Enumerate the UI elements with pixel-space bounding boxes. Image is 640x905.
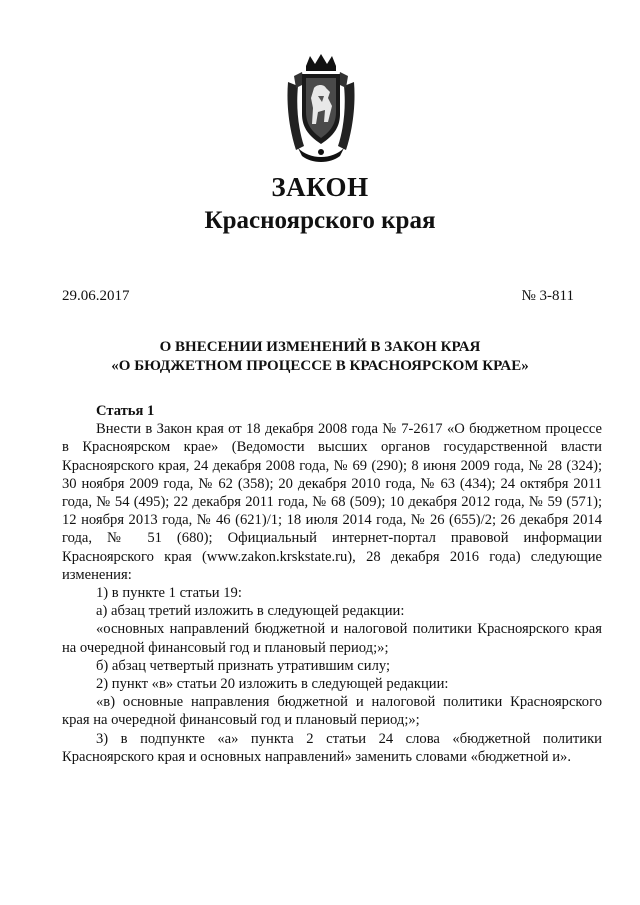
krasnoyarsk-coat-of-arms-icon bbox=[284, 52, 358, 164]
article-item: 3) в подпункте «а» пункта 2 статьи 24 слова «бюджетной политики Красноярского края и основных направлений» заменить словами «бюджетной и». bbox=[62, 730, 602, 765]
article-item: «основных направлений бюджетной и налоговой политики Красноярского края на очередной финансовый год и плановый период;»; bbox=[62, 621, 602, 656]
article-item: а) абзац третий изложить в следующей редакции: bbox=[96, 603, 405, 620]
article-item: 2) пункт «в» статьи 20 изложить в следующей редакции: bbox=[96, 676, 449, 693]
law-title: ЗАКОН bbox=[271, 172, 369, 202]
law-number: № 3-811 bbox=[521, 288, 574, 304]
law-heading bbox=[0, 338, 640, 376]
article-title: Статья 1 bbox=[96, 403, 155, 419]
article-intro: Внести в Закон края от 18 декабря 2008 года № 7-2617 «О бюджетном процессе в Красноярском крае» (Ведомости высших органов государственной власти Красноярского края, 24 декабря 2008 года, № 69 (290); 8 июня 2009 года, № 28 (324); 30 ноября 2009 года, № 62 (358); 20 декабря 2010 года, № 63 (434); 24 октября 2011 года, № 54 (495); 22 декабря 2011 года, № 68 (509); 10 декабря 2012 года, № 59 (571); 12 ноября 2013 года, № 46 (621)/1; 18 июля 2014 года, № 26 (655)/2; 26 декабря 2014 года, № 51 (680); Официальный интернет-портал правовой информации Красноярского края (www.zakon.krskstate.ru), 28 декабря 2016 года) следующие изменения: bbox=[62, 421, 602, 583]
law-subtitle: Красноярского края bbox=[204, 207, 436, 234]
law-body bbox=[62, 402, 602, 766]
article-item: б) абзац четвертый признать утратившим силу; bbox=[96, 657, 391, 674]
law-heading-line-2: «О БЮДЖЕТНОМ ПРОЦЕССЕ В КРАСНОЯРСКОМ КРАЕ» bbox=[111, 358, 529, 374]
article-item: «в) основные направления бюджетной и налоговой политики Красноярского края на очередной финансовый год и плановый период;»; bbox=[62, 694, 602, 729]
law-heading-line-1: О ВНЕСЕНИИ ИЗМЕНЕНИЙ В ЗАКОН КРАЯ bbox=[159, 339, 481, 355]
law-date: 29.06.2017 bbox=[62, 288, 130, 304]
article-item: 1) в пункте 1 статьи 19: bbox=[96, 585, 242, 602]
